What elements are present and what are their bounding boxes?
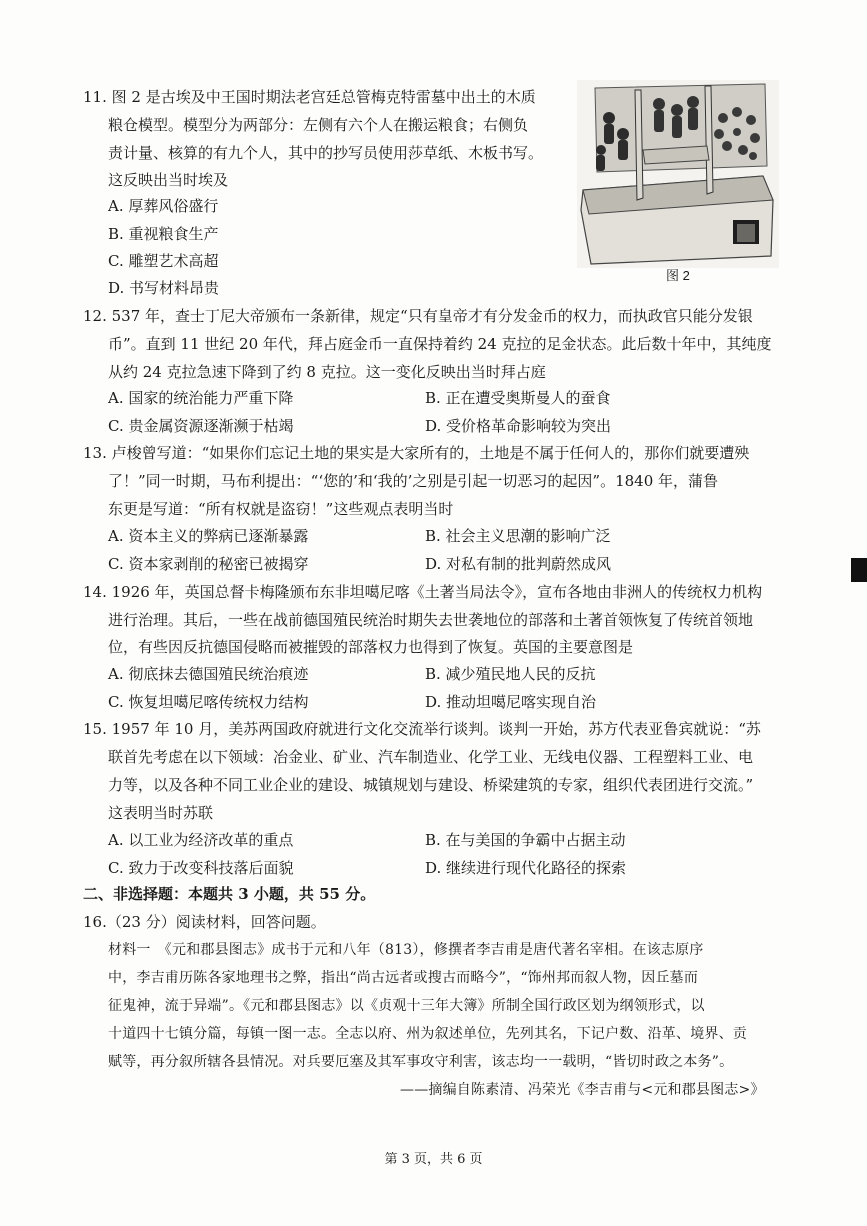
q12-option-d[interactable]: D. 受价格革命影响较为突出 bbox=[425, 417, 612, 435]
q13-option-d[interactable]: D. 对私有制的批判蔚然成风 bbox=[425, 555, 612, 573]
q15-option-a[interactable]: A. 以工业为经济改革的重点 bbox=[108, 831, 294, 849]
q15-line-1: 15. 1957 年 10 月，美苏两国政府就进行文化交流举行谈判。谈判一开始，苏方代表亚鲁宾就说：“苏 bbox=[83, 720, 761, 738]
q11-option-c[interactable]: C. 雕塑艺术高超 bbox=[108, 252, 219, 270]
q14-line-1: 14. 1926 年，英国总督卡梅隆颁布东非坦噶尼喀《土著当局法令》，宣布各地由非洲人的传统权力机构 bbox=[83, 583, 763, 601]
q11-option-a[interactable]: A. 厚葬风俗盛行 bbox=[108, 197, 219, 215]
q15-line-4: 这表明当时苏联 bbox=[108, 804, 214, 822]
material-line-2: 中，李吉甫历陈各家地理书之弊，指出“尚古远者或搜古而略今”，“饰州邦而叙人物，因丘墓而 bbox=[108, 970, 699, 986]
q16-title: 16.（23 分）阅读材料，回答问题。 bbox=[83, 913, 326, 931]
q12-line-1: 12. 537 年，查士丁尼大帝颁布一条新律，规定“只有皇帝才有分发金币的权力，而执政官只能分发银 bbox=[83, 307, 753, 325]
q12-option-a[interactable]: A. 国家的统治能力严重下降 bbox=[108, 389, 294, 407]
q12-option-b[interactable]: B. 正在遭受奥斯曼人的蚕食 bbox=[425, 389, 611, 407]
q13-option-b[interactable]: B. 社会主义思潮的影响广泛 bbox=[425, 527, 611, 545]
q14-option-b[interactable]: B. 减少殖民地人民的反抗 bbox=[425, 665, 596, 683]
section-heading: 二、非选择题：本题共 3 小题，共 55 分。 bbox=[83, 885, 376, 903]
q14-line-3: 位，有些因反抗德国侵略而被摧毁的部落权力也得到了恢复。英国的主要意图是 bbox=[108, 638, 634, 656]
q11-line-2: 粮仓模型。模型分为两部分：左侧有六个人在搬运粮食；右侧负 bbox=[108, 116, 529, 134]
material-line-3: 征鬼神，流于异端”。《元和郡县图志》以《贞观十三年大簿》所制全国行政区划为纲领形式，以 bbox=[108, 998, 705, 1014]
q11-option-d[interactable]: D. 书写材料昂贵 bbox=[108, 279, 220, 297]
material-line-4: 十道四十七镇分篇，每镇一图一志。全志以府、州为叙述单位，先列其名，下记户数、沿革、境界、贡 bbox=[108, 1026, 747, 1042]
material-source: ——摘编自陈素清、冯荣光《李吉甫与<元和郡县图志>》 bbox=[400, 1082, 765, 1098]
q14-option-c[interactable]: C. 恢复坦噶尼喀传统权力结构 bbox=[108, 693, 309, 711]
q13-line-1: 13. 卢梭曾写道：“如果你们忘记土地的果实是大家所有的，土地是不属于任何人的，那你们就要遭殃 bbox=[83, 444, 750, 462]
q12-line-2: 币”。直到 11 世纪 20 年代，拜占庭金币一直保持着约 24 克拉的足金状态。此后数十年中，其纯度 bbox=[108, 335, 772, 353]
edge-marker bbox=[851, 558, 867, 582]
q15-line-3: 力等，以及各种不同工业企业的建设、城镇规划与建设、桥梁建筑的专家，组织代表团进行交流。” bbox=[108, 776, 754, 794]
q12-line-3: 从约 24 克拉急速下降到了约 8 克拉。这一变化反映出当时拜占庭 bbox=[108, 363, 546, 381]
q11-line-4: 这反映出当时埃及 bbox=[108, 171, 229, 189]
q11-option-b[interactable]: B. 重视粮食生产 bbox=[108, 225, 219, 243]
material-line-5: 赋等，再分叙所辖各县情况。对兵要厄塞及其军事攻守利害，该志均一一载明，“皆切时政之本务”。 bbox=[108, 1054, 734, 1070]
q13-option-a[interactable]: A. 资本主义的弊病已逐渐暴露 bbox=[108, 527, 309, 545]
q15-option-d[interactable]: D. 继续进行现代化路径的探索 bbox=[425, 859, 627, 877]
q13-line-2: 了！”同一时期，马布利提出：“‘您的’和‘我的’之别是引起一切恶习的起因”。1840 年，蒲鲁 bbox=[108, 472, 719, 490]
q14-line-2: 进行治理。其后，一些在战前德国殖民统治时期失去世袭地位的部落和土著首领恢复了传统首领地 bbox=[108, 611, 754, 629]
material-line-1: 材料一 《元和郡县图志》成书于元和八年（813），修撰者李吉甫是唐代著名宰相。在该志原序 bbox=[108, 942, 704, 958]
q15-line-2: 联首先考虑在以下领域：冶金业、矿业、汽车制造业、化学工业、无线电仪器、工程塑料工业、电 bbox=[108, 748, 754, 766]
q11-line-3: 责计量、核算的有九个人，其中的抄写员使用莎草纸、木板书写。 bbox=[108, 144, 544, 162]
q13-option-c[interactable]: C. 资本家剥削的秘密已被揭穿 bbox=[108, 555, 309, 573]
q11-line-1: 11. 图 2 是古埃及中王国时期法老宫廷总管梅克特雷墓中出土的木质 bbox=[83, 88, 536, 106]
q15-option-b[interactable]: B. 在与美国的争霸中占据主动 bbox=[425, 831, 626, 849]
q13-line-3: 东更是写道：“所有权就是盗窃！”这些观点表明当时 bbox=[108, 500, 454, 518]
q14-option-a[interactable]: A. 彻底抹去德国殖民统治痕迹 bbox=[108, 665, 309, 683]
figure-caption: 图 2 bbox=[666, 268, 690, 283]
page-footer: 第 3 页，共 6 页 bbox=[384, 1152, 483, 1167]
q14-option-d[interactable]: D. 推动坦噶尼喀实现自治 bbox=[425, 693, 597, 711]
q15-option-c[interactable]: C. 致力于改变科技落后面貌 bbox=[108, 859, 294, 877]
granary-model-figure bbox=[577, 80, 779, 268]
q12-option-c[interactable]: C. 贵金属资源逐渐濒于枯竭 bbox=[108, 417, 294, 435]
